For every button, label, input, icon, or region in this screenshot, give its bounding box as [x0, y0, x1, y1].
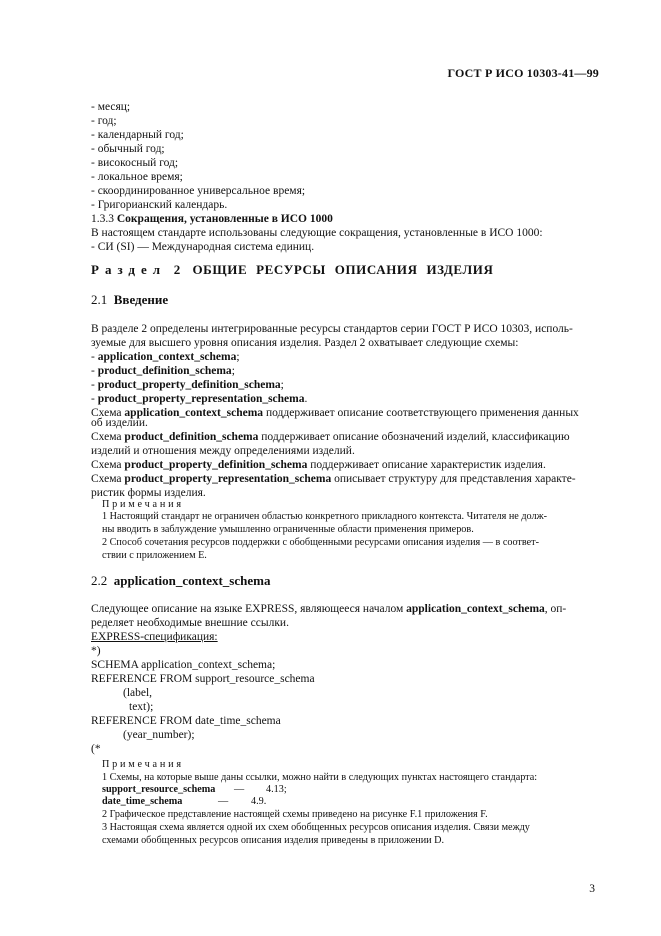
list-item: - календарный год; [91, 129, 184, 141]
list-item: - месяц; [91, 101, 131, 113]
paragraph-line: Следующее описание на языке EXPRESS, являющееся началом application_context_schema, оп- [91, 603, 567, 615]
reference-row [102, 795, 182, 808]
code-line: (year_number); [123, 729, 195, 741]
reference-dash: — [234, 784, 245, 795]
notes-title: Примечания [102, 499, 184, 510]
schema-description: Схема product_definition_schema поддерживает описание обозначений изделий, классификацию [91, 431, 570, 443]
note-line: 1 Схемы, на которые выше даны ссылки, можно найти в следующих пунктах настоящего стандарта: [102, 772, 538, 783]
subsection-number: 1.3.3 [91, 213, 114, 225]
schema-list-item: - product_definition_schema; [91, 365, 235, 377]
list-item: - локальное время; [91, 171, 183, 183]
note-line: схемами обобщенных ресурсов описания изделия приведены в приложении D. [102, 835, 445, 846]
paragraph-line: В разделе 2 определены интегрированные ресурсы стандартов серии ГОСТ Р ИСО 10303, исполь- [91, 323, 573, 335]
notes-block-2 [102, 758, 537, 784]
section-heading [91, 262, 493, 278]
schema-list-item: - product_property_representation_schema. [91, 393, 308, 405]
note-line: 1 Настоящий стандарт не ограничен областью конкретного прикладного контекста. Читателя не долж- [102, 511, 548, 522]
schema-description-cont [91, 416, 576, 500]
intro-paragraph-cont [91, 336, 579, 420]
notes-block-body [102, 510, 547, 562]
express-intro [91, 602, 566, 756]
schema-description: Схема product_property_representation_schema описывает структуру для представления характе- [91, 473, 576, 485]
note-line: ствии с приложением Е. [102, 550, 207, 561]
reference-schema-name: date_time_schema [102, 796, 183, 807]
paragraph-line: об изделии. [91, 417, 148, 429]
code-line: *) [91, 645, 101, 657]
paragraph-line: изделий и отношения между определениями изделий. [91, 445, 355, 457]
code-line: (* [91, 743, 101, 755]
section-title: ОБЩИЕ РЕСУРСЫ ОПИСАНИЯ ИЗДЕЛИЯ [192, 262, 494, 277]
paragraph-line: ределяет необходимые внешние ссылки. [91, 617, 289, 629]
subsection-number: 2.1 [91, 292, 108, 307]
paragraph-line: зуемые для высшего уровня описания изделия. Раздел 2 охватывает следующие схемы: [91, 337, 519, 349]
subsection-1-3-3 [91, 212, 543, 254]
subsection-heading-2-2 [91, 573, 270, 589]
paragraph: В настоящем стандарте использованы следующие сокращения, установленные в ИСО 1000: [91, 227, 543, 239]
code-line: SCHEMA application_context_schema; [91, 659, 276, 671]
term-list [91, 100, 305, 212]
subsection-title: Введение [113, 292, 169, 307]
paragraph-line: ристик формы изделия. [91, 487, 206, 499]
intro-paragraph [91, 322, 573, 336]
schema-list-item: - application_context_schema; [91, 351, 240, 363]
schema-list-item: - product_property_definition_schema; [91, 379, 284, 391]
notes-block-2-cont [102, 808, 530, 847]
subsection-heading-2-1 [91, 292, 168, 308]
schema-description: Схема product_property_definition_schema поддерживает описание характеристик изделия. [91, 459, 546, 471]
list-item: - СИ (SI) — Международная система единиц. [91, 241, 315, 253]
notes-title: Примечания [102, 759, 184, 770]
reference-clause: 4.13; [266, 784, 287, 795]
code-line: text); [129, 701, 154, 713]
subsection-title: Сокращения, установленные в ИСО 1000 [116, 213, 333, 225]
reference-clause: 4.9. [251, 796, 267, 807]
reference-dash: — [218, 796, 229, 807]
note-line: 2 Способ сочетания ресурсов поддержки с обобщенными ресурсами описания изделия — в соответ- [102, 537, 539, 548]
list-item: - високосный год; [91, 157, 179, 169]
document-code-header: ГОСТ Р ИСО 10303-41—99 [447, 66, 599, 80]
list-item: - обычный год; [91, 143, 165, 155]
schema-description: Схема application_context_schema поддерживает описание соответствующего применения данных [91, 407, 579, 419]
list-item: - год; [91, 115, 117, 127]
subsection-title: application_context_schema [113, 573, 271, 588]
express-spec-label: EXPRESS-спецификация: [91, 631, 218, 643]
note-line: ны вводить в заблуждение умышленно ограниченные области применения примеров. [102, 524, 474, 535]
list-item: - скоординированное универсальное время; [91, 185, 306, 197]
subsection-number: 2.2 [91, 573, 108, 588]
reference-schema-name: support_resource_schema [102, 784, 216, 795]
page-number: 3 [589, 883, 595, 895]
note-line: 2 Графическое представление настоящей схемы приведено на рисунке F.1 приложения F. [102, 809, 488, 820]
code-line: REFERENCE FROM date_time_schema [91, 715, 281, 727]
code-line: (label, [123, 687, 153, 699]
section-word: Раздел [91, 262, 167, 277]
section-number: 2 [173, 262, 181, 277]
code-line: REFERENCE FROM support_resource_schema [91, 673, 315, 685]
note-line: 3 Настоящая схема является одной их схем обобщенных ресурсов описания изделия. Связи между [102, 822, 530, 833]
subsection-heading [91, 212, 543, 226]
list-item: - Григорианский календарь. [91, 199, 228, 211]
